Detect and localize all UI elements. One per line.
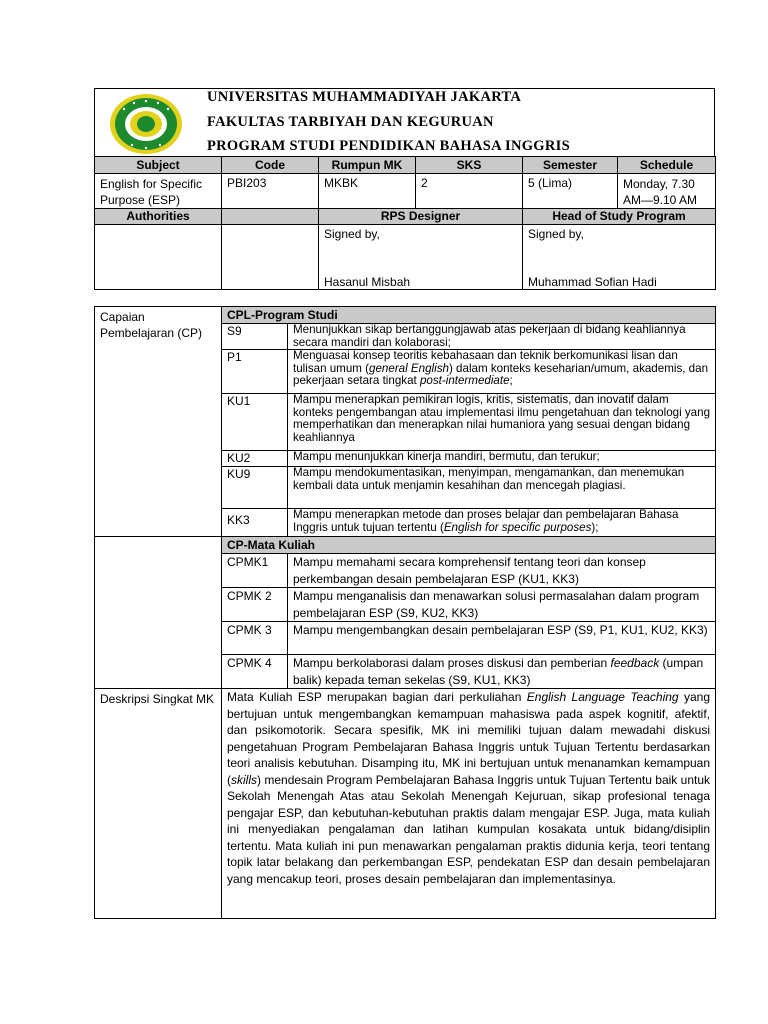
cpl-text: Mampu mendokumentasikan, menyimpan, mengamankan, dan menemukan kembali data untuk menjamin kesahihan dan mencegah plagiasi.: [288, 467, 716, 509]
cpl-code: P1: [222, 350, 288, 394]
header-sks: SKS: [416, 157, 523, 174]
rps-signed-by: Signed by,: [324, 227, 380, 241]
cpl-code: S9: [222, 324, 288, 350]
university-name: UNIVERSITAS MUHAMMADIYAH JAKARTA: [207, 89, 522, 105]
authorities-header-row: [95, 209, 716, 225]
header-rumpun: Rumpun MK: [319, 157, 416, 174]
cp-label: Capaian Pembelajaran (CP): [95, 307, 222, 537]
schedule-value: Monday, 7.30 AM—9.10 AM: [618, 174, 716, 209]
deskripsi-text: Mata Kuliah ESP merupakan bagian dari perkuliahan English Language Teaching yang bertujuan untuk mengembangkan kemampuan mahasiswa pada aspek kognitif, afektif, dan psikomotorik. Secara spesifik, MK ini memiliki tujuan dalam mewadahi diskusi pengetahuan Program Pembelajaran Bahasa Inggris untuk Tujuan Tertentu berdasarkan teori analisis kebutuhan. Disamping itu, MK ini bertujuan untuk menanamkan kemampuan (skills) mendesain Program Pembelajaran Bahasa Inggris untuk Tujuan Tertentu baik untuk Sekolah Menengah Atas atau Sekolah Menengah Kejuruan, sikap profesional tenaga pengajar ESP, dan kebutuhan-kebutuhan praktis dalam mengajar ESP. Juga, mata kuliah ini menyediakan pengalaman dan latihan kumpulan kosakata untuk bidang/disiplin tertentu. Mata kuliah ini pun menawarkan pengalaman praktis didunia kerja, teori tentang topik latar belakang dan perkembangan ESP, pendekatan ESP dan desain pembelajaran yang mencakup teori, proses desain pembelajaran dan implementasinya.: [222, 689, 716, 919]
header-semester: Semester: [523, 157, 618, 174]
cpl-text: Mampu menerapkan metode dan proses belajar dan pembelajaran Bahasa Inggris untuk tujuan tertentu (English for specific purposes);: [288, 509, 716, 537]
cpl-code: KU1: [222, 394, 288, 451]
cpmk-code: CPMK 2: [222, 588, 288, 622]
document-header: [94, 88, 715, 156]
deskripsi-label: Deskripsi Singkat MK: [95, 689, 222, 919]
course-info-table: [94, 156, 716, 290]
deskripsi-row: [95, 689, 716, 919]
cpmk-header: CP-Mata Kuliah: [222, 537, 716, 554]
program-name: PROGRAM STUDI PENDIDIKAN BAHASA INGGRIS: [207, 138, 570, 154]
code-value: PBI203: [222, 174, 319, 209]
course-header-row: [95, 157, 716, 174]
header-subject: Subject: [95, 157, 222, 174]
cpl-header: CPL-Program Studi: [222, 307, 716, 324]
rps-designer-name: Hasanul Misbah: [324, 275, 411, 289]
rps-designer-label: RPS Designer: [319, 209, 523, 225]
head-of-program-label: Head of Study Program: [523, 209, 716, 225]
cpl-code: KK3: [222, 509, 288, 537]
subject-value: English for Specific Purpose (ESP): [95, 174, 222, 209]
cpmk-code: CPMK 3: [222, 622, 288, 655]
cpl-text: Menguasai konsep teoritis kebahasaan dan teknik berkomunikasi lisan dan tulisan umum (general English) dalam konteks keseharian/umum, akademis, dan pekerjaan setara tingkat post-intermediate;: [288, 350, 716, 394]
signature-row: [95, 225, 716, 290]
head-signature-cell: [523, 225, 716, 290]
rumpun-value: MKBK: [319, 174, 416, 209]
semester-value: 5 (Lima): [523, 174, 618, 209]
cpl-code: KU2: [222, 451, 288, 467]
cpmk-text: Mampu memahami secara komprehensif tentang teori dan konsep perkembangan desain pembelajaran ESP (KU1, KK3): [288, 554, 716, 588]
cpl-code: KU9: [222, 467, 288, 509]
header-code: Code: [222, 157, 319, 174]
cpmk-text: Mampu menganalisis dan menawarkan solusi permasalahan dalam program pembelajaran ESP (S9, KU2, KK3): [288, 588, 716, 622]
learning-outcomes-table: [94, 306, 716, 919]
course-values-row: [95, 174, 716, 209]
cpmk-code: CPMK 4: [222, 655, 288, 689]
cpl-text: Menunjukkan sikap bertanggungjawab atas pekerjaan di bidang keahliannya secara mandiri dan kolaborasi;: [288, 324, 716, 350]
cpmk-text: Mampu berkolaborasi dalam proses diskusi dan pemberian feedback (umpan balik) kepada teman sekelas (S9, KU1, KK3): [288, 655, 716, 689]
header-schedule: Schedule: [618, 157, 716, 174]
cpl-text: Mampu menunjukkan kinerja mandiri, bermutu, dan terukur;: [288, 451, 716, 467]
cpmk-text: Mampu mengembangkan desain pembelajaran ESP (S9, P1, KU1, KU2, KK3): [288, 622, 716, 655]
sks-value: 2: [416, 174, 523, 209]
authorities-label: Authorities: [95, 209, 222, 225]
head-of-program-name: Muhammad Sofian Hadi: [528, 275, 657, 289]
head-signed-by: Signed by,: [528, 227, 584, 241]
cpl-text: Mampu menerapkan pemikiran logis, kritis, sistematis, dan inovatif dalam konteks pengembangan atau implementasi ilmu pengetahuan dan teknologi yang memperhatikan dan menerapkan nilai humaniora yang sesuai dengan bidang keahliannya: [288, 394, 716, 451]
faculty-name: FAKULTAS TARBIYAH DAN KEGURUAN: [207, 114, 494, 130]
cpmk-code: CPMK1: [222, 554, 288, 588]
rps-signature-cell: [319, 225, 523, 290]
university-logo-icon: [108, 92, 184, 156]
